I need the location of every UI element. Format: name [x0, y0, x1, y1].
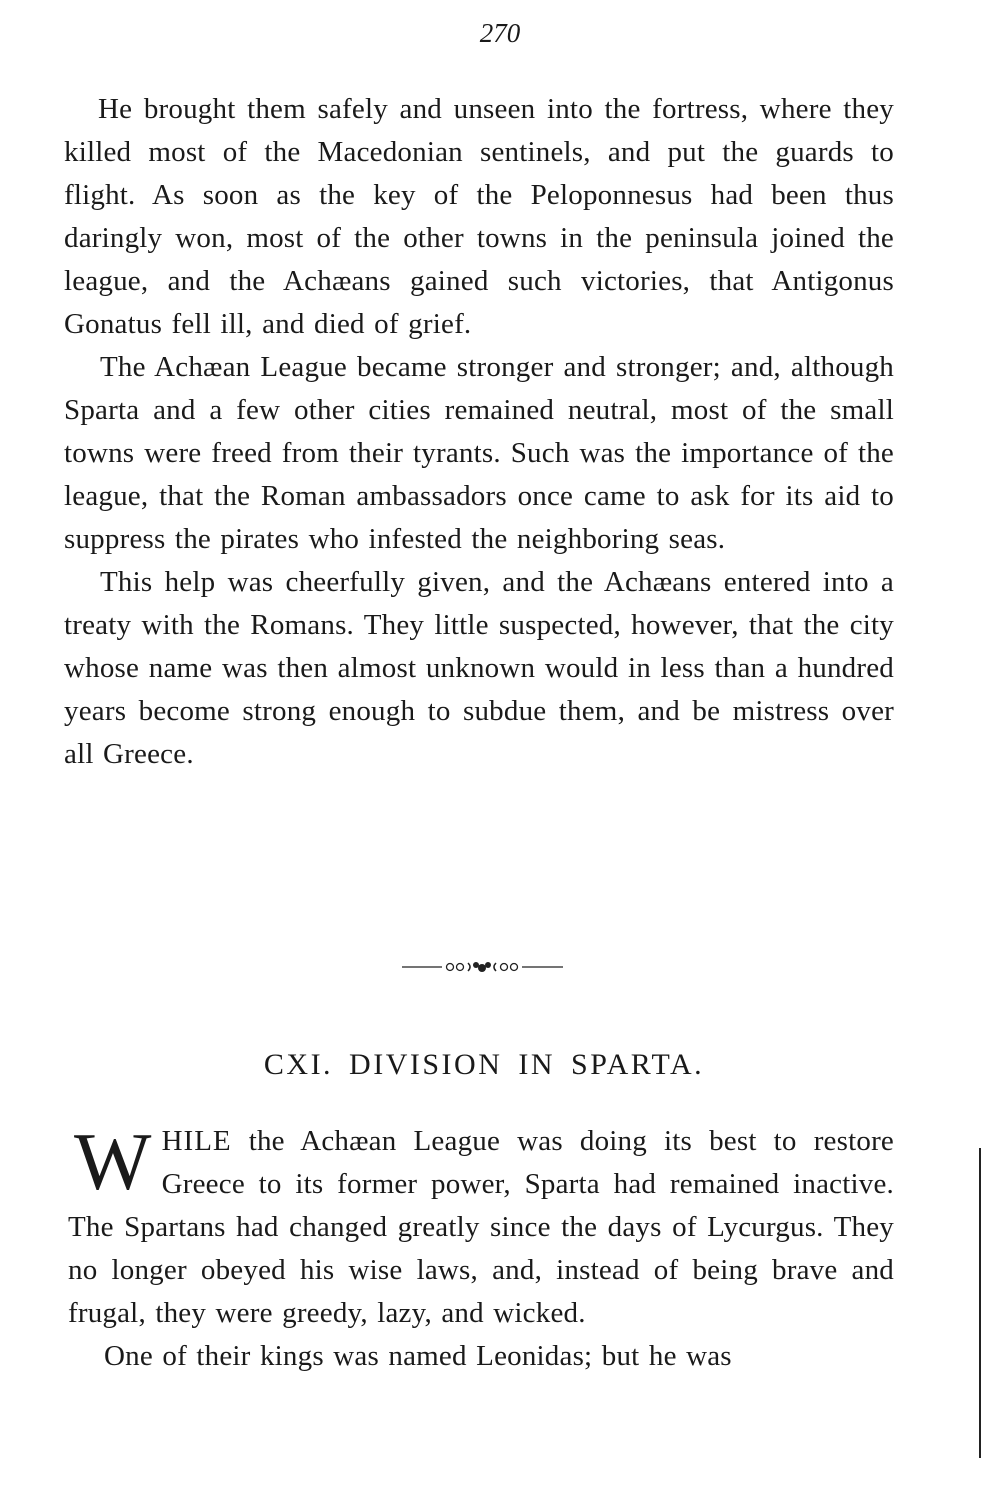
page-edge-line: [979, 1148, 981, 1458]
opening-rest: the Achæan League was doing its best to restore Greece to its former power, Sparta had remained inactive. The Spartans had changed greatly since the days of Lycurgus. They no longer obeyed his wise laws, and, instead of being brave and frugal, they were greedy, lazy, and wicked.: [68, 1125, 894, 1329]
paragraph-5: One of their kings was named Leonidas; but he was: [104, 1340, 732, 1372]
body-text-top: [64, 88, 894, 776]
paragraph-2: The Achæan League became stronger and stronger; and, although Sparta and a few other cities remained neutral, most of the small towns were freed from their tyrants. Such was the importance of the league, that the Roman ambassadors once came to ask for its aid to suppress the pirates who infested the neighboring seas.: [64, 351, 894, 555]
chapter-opening-paragraph: [68, 1116, 894, 1335]
page-number: 270: [479, 18, 521, 48]
paragraph-3: This help was cheerfully given, and the Achæans entered into a treaty with the Romans. They little suspected, however, that the city whose name was then almost unknown would in less than a hundred years become strong enough to subdue them, and be mistress over all Greece.: [64, 566, 894, 770]
section-divider-ornament: [400, 955, 565, 975]
body-text-chapter: [68, 1116, 894, 1378]
chapter-heading: CXI. DIVISION IN SPARTA.: [263, 1048, 705, 1081]
opening-small-caps: HILE: [161, 1125, 232, 1157]
paragraph-1: He brought them safely and unseen into the fortress, where they killed most of the Macedonian sentinels, and put the guards to flight. As soon as the key of the Peloponnesus had been thus daringly won, most of the other towns in the peninsula joined the league, and the Achæans gained such victories, that Antigonus Gonatus fell ill, and died of grief.: [64, 93, 894, 340]
drop-cap-letter: W: [74, 1116, 152, 1207]
